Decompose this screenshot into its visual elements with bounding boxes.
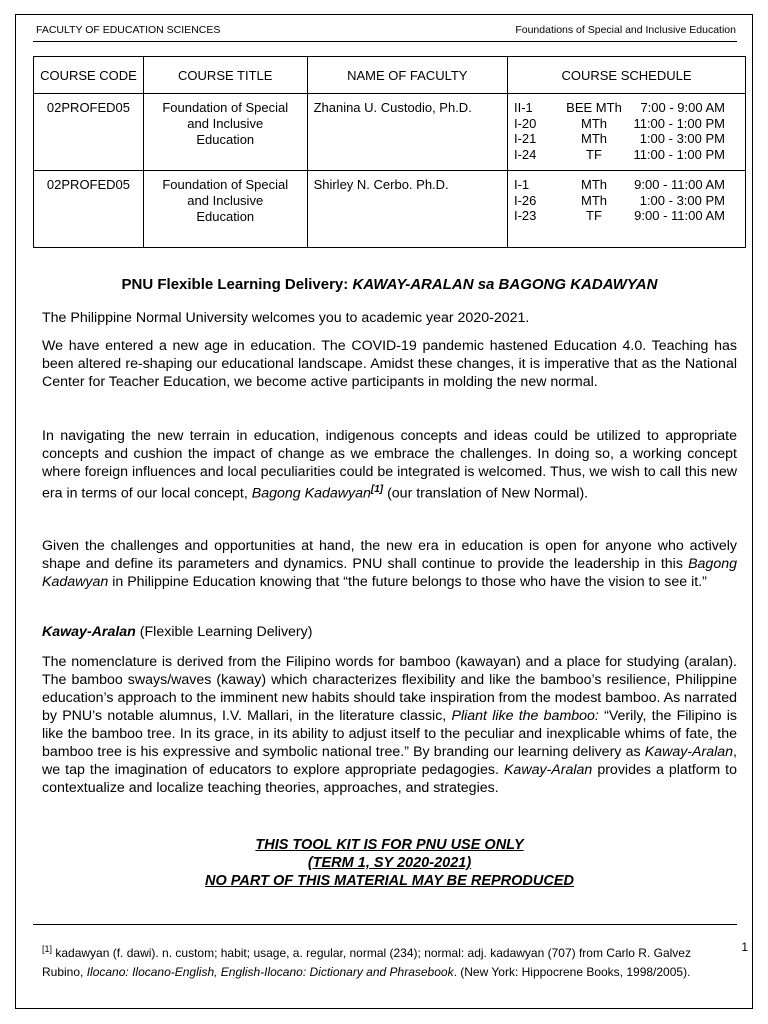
days: TF	[586, 146, 602, 162]
table-row	[34, 171, 746, 248]
days: TF	[586, 208, 602, 223]
text-run: (our translation of New Normal).	[383, 485, 589, 502]
header-course: Foundations of Special and Inclusive Education	[515, 24, 736, 36]
section: I-24	[513, 146, 537, 162]
col-course-code: COURSE CODE	[34, 57, 144, 94]
days: MTh	[580, 131, 607, 146]
schedule-line	[514, 177, 739, 193]
section: I-23	[513, 208, 537, 223]
text-run: “Verily, the Filipino is like the bamboo tree. In its grace, in its ability to adjust itself to the peculiar and inexplicable whims of fate, the bamboo tree is his expressive and symbolic national tree.” By branding our learning delivery as	[42, 708, 737, 760]
time: 11:00 - 1:00 PM	[633, 146, 725, 162]
footnote	[42, 940, 720, 982]
usage-notice	[42, 836, 737, 890]
title-plain: PNU Flexible Learning Delivery:	[121, 276, 353, 293]
course-code-cell: 02PROFED05	[34, 171, 144, 248]
notice-line: (TERM 1, SY 2020-2021)	[307, 855, 472, 871]
schedule-cell	[507, 94, 745, 171]
title-line: Foundation of Special	[162, 100, 289, 115]
text-italic: Kaway-Aralan	[503, 762, 593, 778]
text-bold-italic: Kaway-Aralan	[42, 624, 136, 640]
title-line: and Inclusive	[187, 116, 264, 131]
title-line: Education	[196, 209, 255, 224]
text-run: The nomenclature is derived from the Filipino words for bamboo (kawayan) and a place for studying (aralan). The bamboo sways/waves (kaway) which characterizes flexibility and like the bamboo’s resilience, Philippine education’s approach to the imminent new habits should take inspiration from the modest bamboo. As narrated by PNU’s notable alumnus, I.V. Mallari, in the literature classic,	[42, 654, 737, 724]
text-run: kadawyan (f. dawi). n. custom; habit; usage, a. regular, normal (234); normal: adj. kadawyan (707) from Carlo R. Galvez Rubino,	[42, 946, 691, 979]
time: 1:00 - 3:00 PM	[639, 131, 725, 146]
col-course-title: COURSE TITLE	[143, 57, 307, 94]
subheading-kaway-aralan	[42, 623, 737, 641]
section: I-26	[513, 192, 537, 208]
section: I-1	[513, 177, 530, 192]
title-italic: KAWAY-ARALAN sa BAGONG KADAWYAN	[352, 276, 658, 293]
title-line: Education	[196, 132, 255, 147]
footnote-divider	[33, 924, 737, 925]
paragraph-welcome: The Philippine Normal University welcomes you to academic year 2020-2021.	[42, 310, 530, 326]
time: 11:00 - 1:00 PM	[633, 115, 725, 131]
text-run: (Flexible Learning Delivery)	[135, 624, 313, 640]
section: I-20	[513, 115, 537, 131]
days: MTh	[580, 115, 607, 131]
time: 9:00 - 11:00 AM	[634, 177, 725, 192]
course-title-cell	[143, 171, 307, 248]
paragraph-nomenclature	[42, 653, 737, 797]
paragraph-challenges	[42, 537, 737, 591]
course-title-cell	[143, 94, 307, 171]
page-number: 1	[741, 940, 748, 954]
schedule-line	[514, 147, 739, 163]
section: I-21	[513, 131, 537, 146]
table-header-row	[34, 57, 746, 94]
section: II-1	[513, 100, 533, 115]
notice-line: THIS TOOL KIT IS FOR PNU USE ONLY	[255, 837, 524, 853]
schedule-line	[514, 193, 739, 209]
schedule-line	[514, 208, 739, 224]
schedule-line	[514, 100, 739, 116]
title-line: and Inclusive	[187, 193, 264, 208]
days: MTh	[580, 192, 607, 208]
schedule-line	[514, 116, 739, 132]
header-faculty: FACULTY OF EDUCATION SCIENCES	[36, 24, 221, 36]
course-code-cell: 02PROFED05	[34, 94, 144, 171]
header-divider	[33, 41, 737, 42]
faculty-cell: Shirley N. Cerbo. Ph.D.	[307, 171, 507, 248]
text-run: . (New York: Hippocrene Books, 1998/2005).	[453, 965, 691, 979]
faculty-cell: Zhanina U. Custodio, Ph.D.	[307, 94, 507, 171]
text-run: in Philippine Education knowing that “the future belongs to those who have the vision to see it.”	[108, 574, 707, 590]
table-row	[34, 94, 746, 171]
text-run: provides a platform to contextualize and localize teaching theories, approaches, and strategies.	[42, 762, 737, 796]
title-line: Foundation of Special	[162, 177, 289, 192]
time: 9:00 - 11:00 AM	[634, 208, 725, 223]
text-italic: Bagong Kadawyan	[42, 556, 737, 590]
footnote-ref: [1]	[370, 484, 384, 495]
notice-line: NO PART OF THIS MATERIAL MAY BE REPRODUCED	[205, 873, 574, 889]
schedule-cell	[507, 171, 745, 248]
text-italic: Ilocano: Ilocano-English, English-Ilocano: Dictionary and Phrasebook	[86, 965, 454, 979]
footnote-marker: [1]	[42, 944, 53, 954]
text-italic: Kaway-Aralan	[644, 744, 734, 760]
text-italic: Bagong Kadawyan	[251, 485, 371, 502]
col-faculty-name: NAME OF FACULTY	[307, 57, 507, 94]
text-run: In navigating the new terrain in education, indigenous concepts and ideas could be utilized to appropriate concepts and cushion the impact of change as we embrace the challenges. In doing so, a working concept where foreign influences and local peculiarities could be integrated is welcomed. Thus, we wish to call this new era in terms of our local concept,	[42, 428, 737, 502]
days: BEE MTh	[566, 100, 622, 115]
text-italic: Pliant like the bamboo:	[451, 708, 599, 724]
text-run: , we tap the imagination of educators to explore appropriate pedagogies.	[42, 744, 737, 778]
days: MTh	[580, 177, 607, 192]
paragraph-new-terrain	[42, 427, 737, 503]
paragraph-new-age: We have entered a new age in education. The COVID-19 pandemic hastened Education 4.0. Teaching has been altered re-shaping our educational landscape. Amidst these changes, it is imperative that as the National Center for Teacher Education, we become active participants in molding the new normal.	[42, 338, 737, 390]
time: 1:00 - 3:00 PM	[639, 192, 725, 208]
course-table	[33, 56, 746, 248]
text-run: Given the challenges and opportunities at hand, the new era in education is open for anyone who actively shape and define its parameters and dynamics. PNU shall continue to provide the leadership in this	[42, 538, 737, 572]
schedule-line	[514, 131, 739, 147]
time: 7:00 - 9:00 AM	[640, 100, 725, 115]
document-title	[42, 276, 737, 293]
col-course-schedule: COURSE SCHEDULE	[507, 57, 745, 94]
